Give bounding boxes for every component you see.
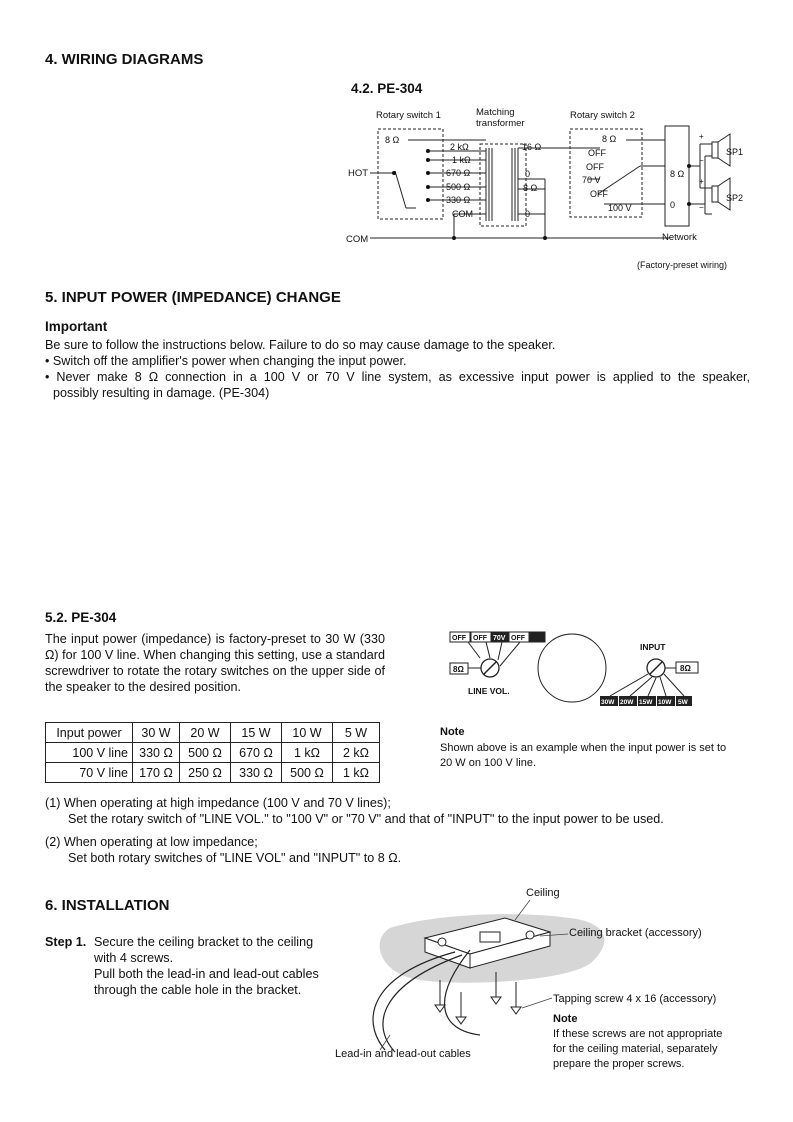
step-1-line-1: Secure the ceiling bracket to the ceiling: [94, 935, 314, 949]
note-text: Shown above is an example when the input power is set to 20 W on 100 V line.: [440, 742, 727, 769]
preset-paragraph: The input power (impedance) is factory-preset to 30 W (330 Ω) for 100 V line. When changing this setting, use a standard screwdriver to rotate the rotary switches on the upper side of the speaker to the desired position.: [45, 632, 385, 694]
sp1-plus: +: [699, 132, 704, 141]
table-cell: 330 Ω: [133, 743, 180, 763]
tap-com: COM: [452, 209, 473, 219]
sp2-minus: −: [699, 203, 704, 212]
table-row: [46, 743, 380, 763]
item-2-title: (2) When operating at low impedance;: [45, 835, 258, 849]
item-1-title: (1) When operating at high impedance (100 V and 70 V lines);: [45, 796, 391, 810]
speaker-circle: [538, 634, 606, 702]
sp1-label: SP1: [726, 147, 744, 157]
table-cell: 170 Ω: [133, 763, 180, 783]
table-cell: 330 Ω: [231, 763, 282, 783]
line-vol-label: LINE VOL.: [468, 686, 510, 696]
table-cell: 2 kΩ: [333, 743, 380, 763]
input-5w: 5W: [678, 699, 688, 706]
network-8ohm: 8 Ω: [670, 169, 685, 179]
bracket-label: Ceiling bracket (accessory): [569, 927, 702, 939]
table-header: 30 W: [133, 723, 180, 743]
line-8ohm: 8Ω: [453, 665, 464, 674]
section-5-title: 5. INPUT POWER (IMPEDANCE) CHANGE: [45, 289, 341, 306]
tap-8ohm-right: 8 Ω: [523, 183, 538, 193]
ceiling-label: Ceiling: [526, 887, 560, 899]
tap-0-b: 0: [525, 209, 531, 219]
table-cell: 1 kΩ: [282, 743, 333, 763]
tap-0-a: 0: [525, 169, 531, 179]
table-row: [46, 763, 380, 783]
rotary-switch-figure: [440, 628, 710, 712]
section-6-title: 6. INSTALLATION: [45, 897, 170, 914]
input-10w: 10W: [658, 699, 672, 706]
sw2-70v: 70 V: [582, 175, 601, 185]
input-30w: 30W: [601, 699, 615, 706]
cables-label: Lead-in and lead-out cables: [335, 1048, 471, 1060]
step-1-line-4: through the cable hole in the bracket.: [94, 983, 302, 997]
table-header: 5 W: [333, 723, 380, 743]
table-cell: 1 kΩ: [333, 763, 380, 783]
section-4-title: 4. WIRING DIAGRAMS: [45, 51, 204, 68]
table-cell: 250 Ω: [180, 763, 231, 783]
step-1-line-3: Pull both the lead-in and lead-out cables: [94, 967, 319, 981]
important-block: [45, 337, 750, 401]
item-2-text: Set both rotary switches of "LINE VOL" and "INPUT" to 8 Ω.: [68, 851, 402, 865]
sw2-off-3: OFF: [590, 189, 608, 199]
install-note-line-1: If these screws are not appropriate: [553, 1028, 723, 1040]
bullet-never-8ohm: • Never make 8 Ω connection in a 100 V or 70 V line system, as excessive input power is applied to the speaker,: [45, 370, 750, 384]
tap-16ohm: 16 Ω: [522, 142, 542, 152]
rotary2-label: Rotary switch 2: [570, 110, 635, 121]
table-cell: 500 Ω: [282, 763, 333, 783]
com-label: COM: [346, 234, 369, 245]
factory-preset-caption: (Factory-preset wiring): [637, 260, 728, 270]
line-sw-off-3: OFF: [511, 635, 525, 642]
input-power-table: [45, 722, 380, 783]
tap-500: 500 Ω: [446, 182, 471, 192]
table-header: 10 W: [282, 723, 333, 743]
table-cell: 500 Ω: [180, 743, 231, 763]
important-heading: Important: [45, 319, 108, 334]
matching-label-1: Matching: [476, 107, 515, 118]
tap-8ohm: 8 Ω: [385, 135, 400, 145]
matching-label-2: transformer: [476, 118, 525, 129]
wiring-diagram: [340, 104, 760, 274]
install-note-line-2: for the ceiling material, separately: [553, 1043, 718, 1055]
network-0: 0: [670, 200, 676, 210]
bullet-never-8ohm-cont: possibly resulting in damage. (PE-304): [53, 386, 270, 400]
tap-670: 670 Ω: [446, 168, 471, 178]
sp2-label: SP2: [726, 193, 744, 203]
tap-330: 330 Ω: [446, 195, 471, 205]
input-8ohm: 8Ω: [680, 664, 691, 673]
important-intro: Be sure to follow the instructions below. Failure to do so may cause damage to the speaker.: [45, 338, 556, 352]
sw2-off-1: OFF: [588, 148, 606, 158]
table-header-row: [46, 723, 380, 743]
line-sw-off-2: OFF: [473, 635, 487, 642]
tap-2k: 2 kΩ: [450, 142, 469, 152]
input-15w: 15W: [639, 699, 653, 706]
table-cell: 670 Ω: [231, 743, 282, 763]
bullet-switch-off: • Switch off the amplifier's power when changing the input power.: [45, 354, 407, 368]
table-cell: 70 V line: [46, 763, 133, 783]
step-1-line-2: with 4 screws.: [94, 951, 174, 965]
sw2-8ohm: 8 Ω: [602, 134, 617, 144]
tap-1k: 1 kΩ: [452, 155, 471, 165]
line-sw-off-1: OFF: [452, 635, 466, 642]
sp2-plus: +: [699, 177, 704, 186]
sp1-minus: −: [699, 156, 704, 165]
screw-label: Tapping screw 4 x 16 (accessory): [553, 993, 717, 1005]
table-header: Input power: [46, 723, 133, 743]
note-heading: Note: [440, 726, 465, 738]
network-label: Network: [662, 232, 697, 243]
sw2-100v: 100 V: [608, 203, 632, 213]
line-sw-70v: 70V: [493, 635, 506, 642]
table-cell: 100 V line: [46, 743, 133, 763]
step-1-label: Step 1.: [45, 935, 87, 949]
item-1-text: Set the rotary switch of "LINE VOL." to "100 V" or "70 V" and that of "INPUT" to the input power to be used.: [68, 812, 664, 826]
install-note-heading: Note: [553, 1013, 578, 1025]
section-5-2-title: 5.2. PE-304: [45, 610, 117, 625]
sw2-off-2: OFF: [586, 162, 604, 172]
rotary1-label: Rotary switch 1: [376, 110, 441, 121]
table-header: 20 W: [180, 723, 231, 743]
input-20w: 20W: [620, 699, 634, 706]
hot-label: HOT: [348, 168, 369, 179]
input-label: INPUT: [640, 642, 666, 652]
table-header: 15 W: [231, 723, 282, 743]
wiring-subtitle: 4.2. PE-304: [351, 81, 423, 96]
install-note-line-3: prepare the proper screws.: [553, 1058, 685, 1070]
